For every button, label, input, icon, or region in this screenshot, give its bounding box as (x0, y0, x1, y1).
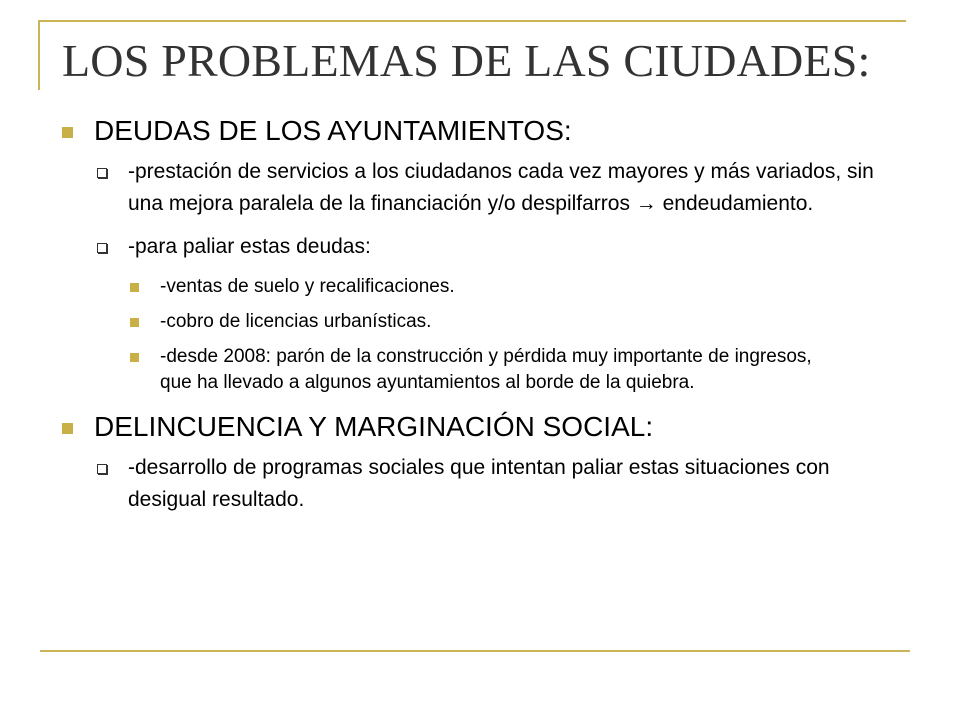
hollow-square-bullet-icon (97, 464, 107, 474)
list-item-text: -prestación de servicios a los ciudadanos cada vez mayores y más variados, sin una mejora paralela de la financiación y/o despilfarros → endeudamiento. (128, 160, 874, 215)
square-bullet-icon (62, 127, 73, 138)
square-bullet-icon (130, 318, 139, 327)
square-bullet-icon (62, 423, 73, 434)
list-item-text: -desarrollo de programas sociales que intentan paliar estas situaciones con desigual resultado. (128, 456, 830, 511)
slide-title: LOS PROBLEMAS DE LAS CIUDADES: (62, 35, 871, 86)
list-item-text: -para paliar estas deudas: (128, 235, 371, 258)
list-item (97, 231, 912, 263)
section-heading: DELINCUENCIA Y MARGINACIÓN SOCIAL: (94, 411, 654, 442)
top-rule (38, 20, 906, 22)
bottom-rule (40, 650, 910, 652)
square-bullet-icon (130, 283, 139, 292)
hollow-square-bullet-icon (97, 243, 107, 253)
section-heading: DEUDAS DE LOS AYUNTAMIENTOS: (94, 115, 572, 146)
slide-body (62, 112, 912, 516)
sub-list-item-text: -desde 2008: parón de la construcción y pérdida muy importante de ingresos, que ha llevado a algunos ayuntamientos al borde de la quiebra. (160, 346, 812, 393)
sub-list-item-text: -ventas de suelo y recalificaciones. (160, 276, 455, 297)
section-delincuencia (62, 410, 912, 444)
left-rule (38, 20, 40, 90)
list-item (97, 452, 912, 516)
section-deudas (62, 114, 912, 148)
sub-list-item-text: -cobro de licencias urbanísticas. (160, 311, 432, 332)
hollow-square-bullet-icon (97, 168, 107, 178)
sub-list-item (130, 309, 912, 335)
sub-list-item (130, 274, 912, 300)
list-item (97, 156, 912, 220)
square-bullet-icon (130, 353, 139, 362)
sub-list-item (130, 344, 912, 396)
